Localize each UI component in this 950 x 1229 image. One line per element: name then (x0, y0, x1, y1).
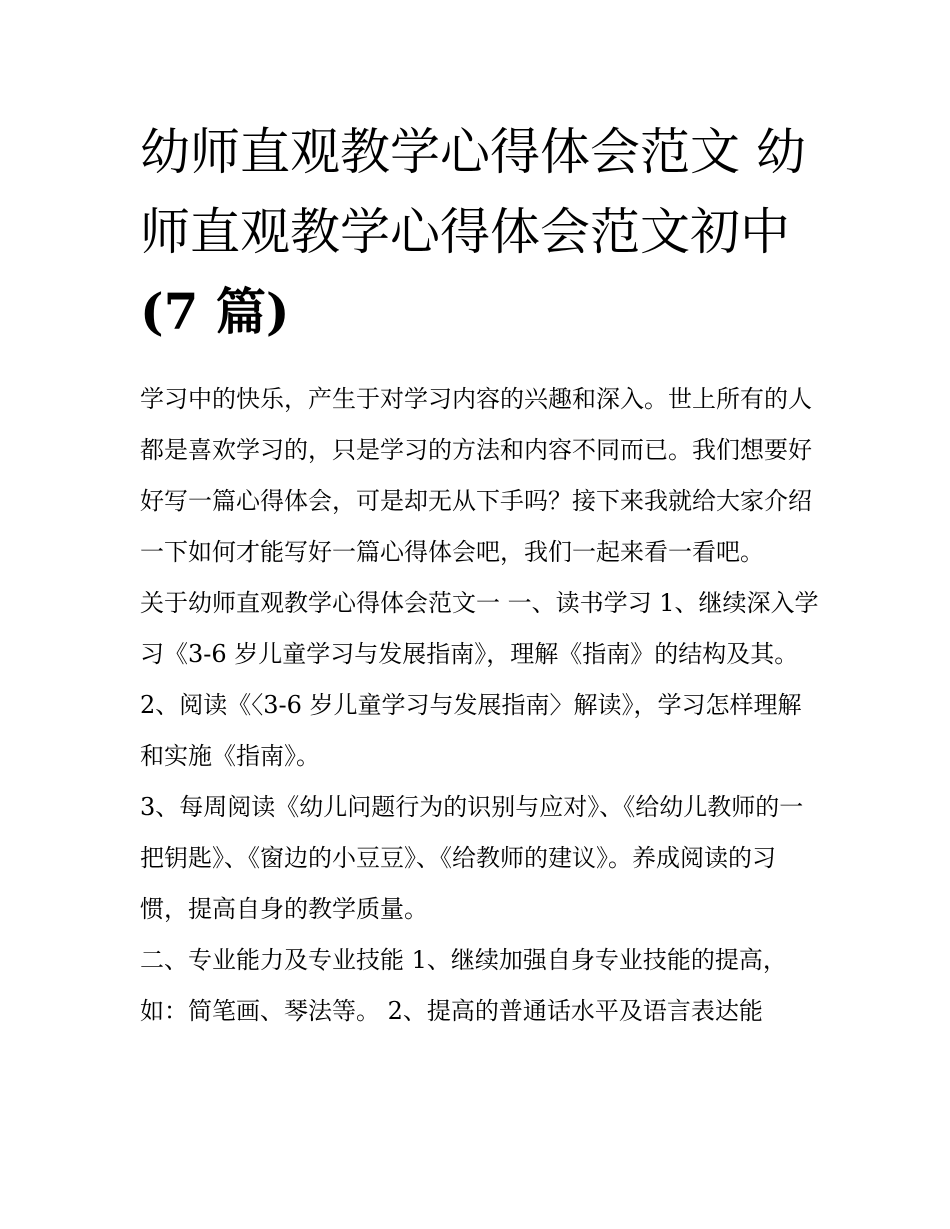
document-title (140, 112, 820, 352)
paragraph-section-one: 关于幼师直观教学心得体会范文一 一、读书学习 1、继续深入学习《3-6 岁儿童学习与发展指南》，理解《指南》的结构及其。 (140, 589, 819, 668)
title-text: 幼师直观教学心得体会范文 幼师直观教学心得体会范文初中 (140, 123, 806, 261)
paragraph-intro: 学习中的快乐，产生于对学习内容的兴趣和深入。世上所有的人都是喜欢学习的，只是学习的方法和内容不同而已。我们想要好好写一篇心得体会，可是却无从下手吗？接下来我就给大家介绍一下如何才能写好一篇心得体会吧，我们一起来看一看吧。 (140, 385, 812, 566)
paragraph-item-2: 2、阅读《〈3-6 岁儿童学习与发展指南〉解读》，学习怎样理解和实施《指南》。 (140, 691, 802, 770)
document-body (140, 374, 820, 1037)
document-page (140, 112, 820, 1037)
paragraph-item-3: 3、每周阅读《幼儿问题行为的识别与应对》、《给幼儿教师的一把钥匙》、《窗边的小豆豆》、《给教师的建议》。养成阅读的习惯，提高自身的教学质量。 (140, 793, 804, 923)
paragraph-section-two: 二、专业能力及专业技能 1、继续加强自身专业技能的提高，如：简笔画、琴法等。 2、提高的普通话水平及语言表达能 (140, 946, 787, 1025)
title-suffix: (7 篇) (140, 282, 290, 341)
